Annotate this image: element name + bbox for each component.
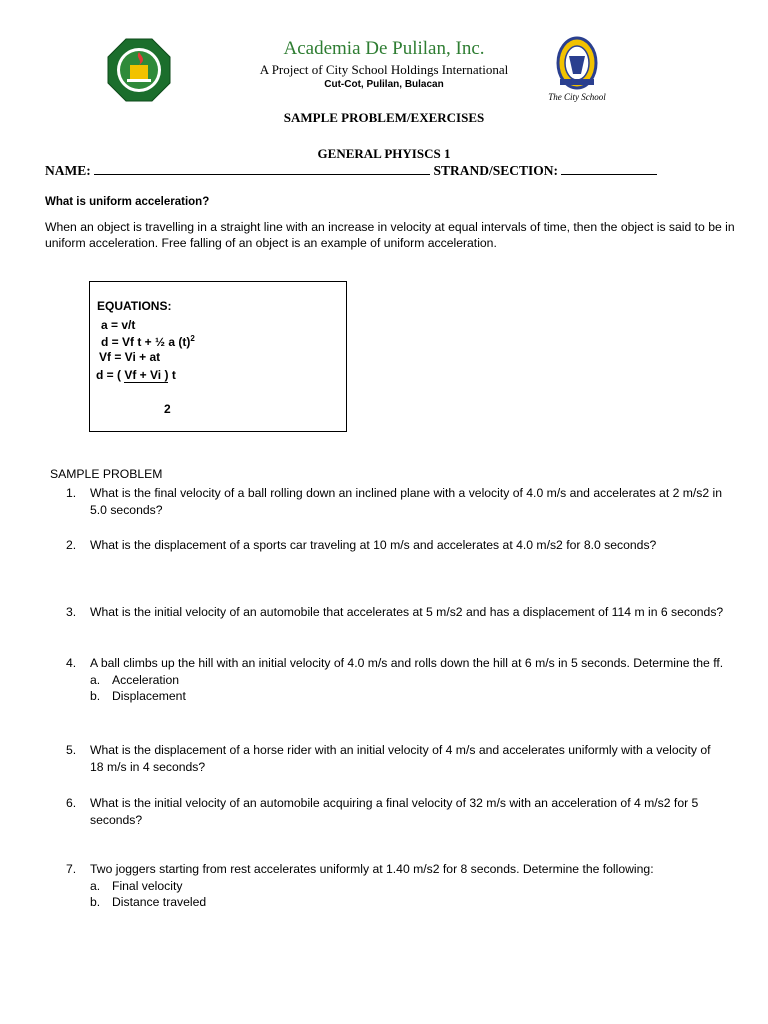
problem-number: 7. <box>66 862 77 876</box>
problem-text: What is the displacement of a horse rider with an initial velocity of 4 m/s and accelerates uniformly with a velocity of 18 m/s in 4 seconds? <box>90 743 711 774</box>
sample-problem-heading: SAMPLE PROBLEM <box>50 467 163 481</box>
problem-number: 2. <box>66 538 77 552</box>
name-field[interactable] <box>94 162 430 175</box>
problem-subitem <box>90 672 726 689</box>
equation-exponent: 2 <box>190 334 195 343</box>
problem-subitem <box>90 894 726 911</box>
equation-average-prefix: d = ( <box>96 368 125 382</box>
strand-section-label: STRAND/SECTION: <box>433 163 559 178</box>
problem-text: A ball climbs up the hill with an initial velocity of 4.0 m/s and rolls down the hill at 6 m/s in 5 seconds. Determine the ff. <box>90 656 724 670</box>
problem-number: 3. <box>66 605 77 619</box>
equation-average-numerator: Vf + Vi ) <box>124 368 169 382</box>
problem-text: What is the displacement of a sports car traveling at 10 m/s and accelerates at 4.0 m/s2 for 8.0 seconds? <box>90 538 657 552</box>
problem-text: Two joggers starting from rest accelerates uniformly at 1.40 m/s2 for 8 seconds. Determine the following: <box>90 862 654 876</box>
problem-item <box>66 604 726 621</box>
equation-displacement-main: d = Vf t + ½ a (t) <box>101 335 191 349</box>
strand-section-field[interactable] <box>561 162 657 175</box>
problem-text: What is the final velocity of a ball rolling down an inclined plane with a velocity of 4.0 m/s and accelerates at 2 m/s2 in 5.0 seconds? <box>90 486 723 517</box>
problem-number: 1. <box>66 486 77 500</box>
problem-subitem <box>90 688 726 705</box>
city-school-caption: The City School <box>548 92 606 102</box>
name-label: NAME: <box>45 163 91 178</box>
equation-average-suffix: t <box>168 368 176 382</box>
problem-item <box>66 861 726 911</box>
subitem-text: Final velocity <box>112 878 183 893</box>
subitem-text: Distance traveled <box>112 895 207 909</box>
problem-item <box>66 485 726 518</box>
problem-text: What is the initial velocity of an automobile acquiring a final velocity of 32 m/s with an acceleration of 4 m/s2 for 5 seconds? <box>90 796 699 827</box>
intro-paragraph: When an object is travelling in a straight line with an increase in velocity at equal intervals of time, then the object is said to be in uniform acceleration. Free falling of an object is an example of uniform acceleration. <box>45 220 735 250</box>
student-info-line <box>45 162 725 179</box>
subitem-letter: b. <box>90 689 101 703</box>
subject-title: GENERAL PHYISCS 1 <box>317 146 451 161</box>
subitem-letter: a. <box>90 878 101 893</box>
problem-number: 5. <box>66 743 77 757</box>
intro-heading: What is uniform acceleration? <box>45 196 210 208</box>
equation-final-velocity: Vf = Vi + at <box>99 350 161 364</box>
problem-number: 4. <box>66 656 77 670</box>
document-title: SAMPLE PROBLEM/EXERCISES <box>283 110 485 125</box>
subitem-letter: a. <box>90 672 101 687</box>
equations-box <box>89 281 347 432</box>
equations-title: EQUATIONS: <box>97 299 172 313</box>
school-tagline: A Project of City School Holdings International <box>259 62 509 77</box>
subitem-letter: b. <box>90 895 101 909</box>
problem-item <box>66 742 726 775</box>
subitem-text: Acceleration <box>112 672 180 687</box>
problem-text: What is the initial velocity of an automobile that accelerates at 5 m/s2 and has a displacement of 114 m in 6 seconds? <box>90 605 724 619</box>
equation-displacement <box>101 334 195 349</box>
equation-average-displacement <box>96 368 176 382</box>
problem-subitem <box>90 878 726 895</box>
problem-item <box>66 537 726 554</box>
subitem-text: Displacement <box>112 689 186 703</box>
problem-item <box>66 795 726 828</box>
problem-item <box>66 655 726 705</box>
problem-number: 6. <box>66 796 77 810</box>
school-address: Cut-Cot, Pulilan, Bulacan <box>324 79 444 90</box>
equation-average-denominator: 2 <box>164 402 171 416</box>
equation-acceleration: a = v/t <box>101 318 136 332</box>
school-name: Academia De Pulilan, Inc. <box>283 38 485 59</box>
